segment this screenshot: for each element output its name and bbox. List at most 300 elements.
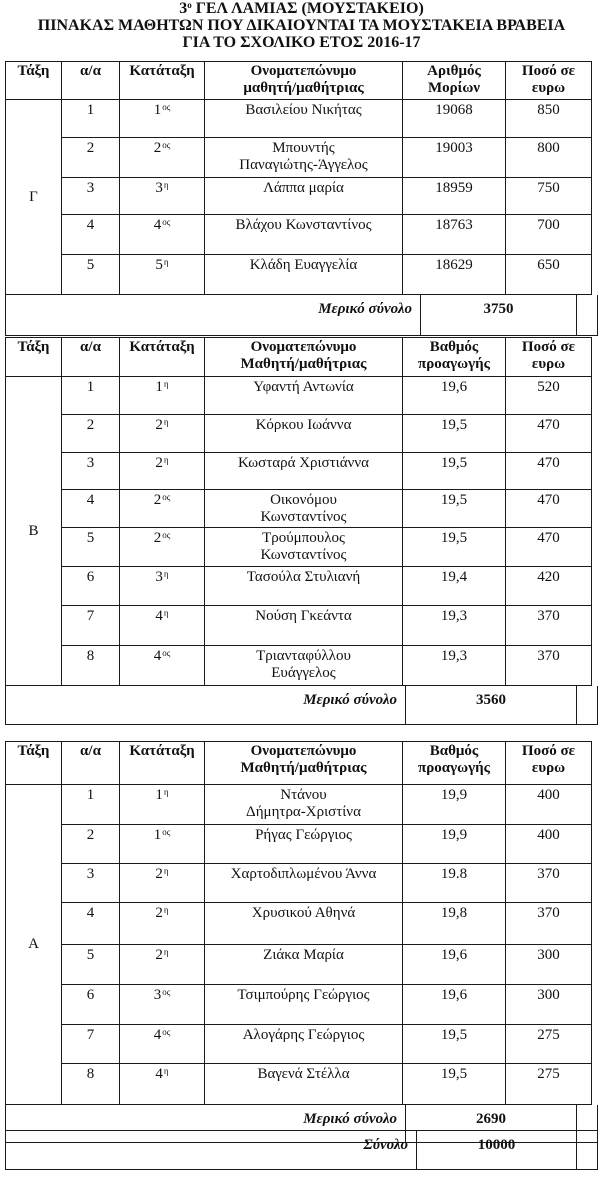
row-rank [120,490,205,528]
row-index-value: 2 [86,140,95,156]
rank-number: 4 [153,1027,162,1043]
subtotal-value-text: 3750 [483,301,514,317]
header-student-name [205,62,403,100]
amount-value: 800 [537,140,560,156]
amount-value: 470 [537,530,560,546]
header-rank-line: Κατάταξη [129,339,195,355]
row-score [403,377,506,415]
rank-number: 1 [153,102,162,118]
amount-value: 400 [537,787,560,803]
grand-total-label [6,1131,417,1170]
student-name-line: Αλογάρης Γεώργιος [242,1027,365,1043]
row-index [62,985,120,1025]
school-year: ΓΙΑ ΤΟ ΣΧΟΛΙΚΟ ΕΤΟΣ 2016-17 [182,34,421,51]
header-rank [120,742,205,785]
row-student-name [205,528,403,567]
rank-suffix: ος [162,648,171,658]
student-name-line: Βασιλείου Νικήτας [245,102,362,118]
rank-suffix: η [163,569,169,579]
score-value: 19,5 [440,530,468,546]
row-score [403,825,506,864]
row-amount [506,415,592,453]
score-value: 19003 [435,140,473,156]
rank-suffix: ος [162,102,171,112]
header-amount [506,742,592,785]
student-name-line: Ζιάκα Μαρία [263,947,344,963]
score-value: 18763 [435,217,473,233]
score-value: 18959 [435,180,473,196]
table-border [5,1130,6,1170]
rank-suffix: ος [162,530,171,540]
rank-suffix: ος [162,987,171,997]
score-value: 19,6 [440,379,468,395]
amount-value: 300 [537,947,560,963]
header-rank [120,62,205,100]
rank-suffix: η [163,866,169,876]
header-amount-line: Ποσό σε [521,339,576,355]
row-index [62,453,120,490]
row-student-name [205,453,403,490]
row-student-name [205,490,403,528]
score-value: 19,3 [440,648,468,664]
amount-value: 370 [537,905,560,921]
student-name-line: Χρυσικού Αθηνά [251,905,356,921]
row-index [62,864,120,903]
rank-number: 2 [155,905,163,921]
row-amount [506,215,592,255]
row-amount [506,453,592,490]
subtotal-filler [577,686,598,725]
grand-total-label-text: Σύνολο [363,1137,408,1153]
amount-value: 520 [537,379,560,395]
header-index [62,742,120,785]
grand-total-value [417,1131,577,1170]
row-amount [506,646,592,686]
score-value: 19,3 [440,608,468,624]
class-label: Α [6,785,62,1105]
row-index-value: 2 [86,417,95,433]
score-value: 19068 [435,102,473,118]
header-class [6,62,62,100]
row-score [403,903,506,945]
rank-number: 2 [153,140,162,156]
subtotal-value [406,686,577,725]
row-score [403,864,506,903]
row-index-value: 1 [86,787,95,803]
header-rank [120,338,205,377]
rank-number: 4 [153,648,162,664]
row-index [62,1064,120,1105]
row-index-value: 3 [86,866,95,882]
row-score [403,945,506,985]
row-amount [506,825,592,864]
header-index [62,338,120,377]
header-student-name [205,338,403,377]
row-rank [120,606,205,646]
row-amount [506,255,592,295]
row-score [403,528,506,567]
rank-suffix: ος [162,827,171,837]
header-student-name-line: Μαθητή/μαθήτριας [240,356,367,372]
row-score [403,490,506,528]
score-value: 19,9 [440,827,468,843]
student-name-line: Νούση Γκεάντα [255,608,352,624]
student-name-line: Τρούμπουλος [262,530,345,546]
rank-number: 5 [155,257,163,273]
row-index-value: 6 [86,987,95,1003]
student-name-line: Χαρτοδιπλωμένου Άννα [230,866,377,882]
row-student-name [205,646,403,686]
row-student-name [205,415,403,453]
score-value: 19,5 [440,1066,468,1082]
row-amount [506,606,592,646]
subtotal-value-text: 2690 [476,1111,506,1127]
row-index [62,415,120,453]
subtotal-value [421,295,577,336]
header-score [403,62,506,100]
header-index-line: α/α [80,743,101,759]
row-student-name [205,785,403,825]
row-index-value: 7 [86,608,95,624]
header-index-line: α/α [80,63,101,79]
school-number: 3 [179,0,188,17]
rank-number: 3 [155,180,163,196]
header-score-line: Βαθμός [429,339,479,355]
row-amount [506,985,592,1025]
header-score-line: προαγωγής [418,356,490,372]
row-rank [120,255,205,295]
amount-value: 470 [537,492,560,508]
row-index-value: 4 [86,217,95,233]
header-rank-line: Κατάταξη [129,743,195,759]
row-score [403,606,506,646]
row-student-name [205,377,403,415]
row-index [62,903,120,945]
row-score [403,1064,506,1105]
row-rank [120,178,205,215]
row-index [62,528,120,567]
row-score [403,415,506,453]
amount-value: 370 [537,648,560,664]
rank-number: 2 [155,417,163,433]
row-index-value: 4 [86,492,95,508]
row-index-value: 7 [86,1027,95,1043]
amount-value: 275 [537,1027,560,1043]
rank-number: 2 [155,866,163,882]
row-score [403,178,506,215]
amount-value: 470 [537,417,560,433]
subtotal-label-text: Μερικό σύνολο [303,1111,397,1127]
student-name-line: Οικονόμου [270,492,337,508]
rank-suffix: ος [162,1027,171,1037]
header-score-line: Μορίων [427,80,480,96]
rank-number: 4 [155,608,163,624]
row-score [403,453,506,490]
grand-total-value-text: 10000 [477,1137,516,1153]
score-value: 19,5 [440,492,468,508]
rank-number: 3 [153,987,162,1003]
header-score-line: Βαθμός [429,743,479,759]
row-rank [120,945,205,985]
row-index-value: 5 [86,530,95,546]
score-value: 19,6 [440,947,468,963]
table-border [5,741,6,1143]
row-score [403,1025,506,1064]
row-index [62,785,120,825]
row-index-value: 8 [86,648,95,664]
table-heading: ΠΙΝΑΚΑΣ ΜΑΘΗΤΩΝ ΠΟΥ ΔΙΚΑΙΟΥΝΤΑΙ ΤΑ ΜΟΥΣΤΑΚΕΙΑ ΒΡΑΒΕΙΑ [37,17,566,34]
student-name-line: Υφαντή Αντωνία [253,379,354,395]
grand-total-filler [577,1131,598,1170]
student-name-line: Βαγενά Στέλλα [257,1066,350,1082]
row-index [62,606,120,646]
rank-number: 2 [155,947,163,963]
row-score [403,138,506,178]
row-index-value: 2 [86,827,95,843]
row-index [62,490,120,528]
score-value: 19,8 [440,905,468,921]
header-amount-line: ευρω [531,356,566,372]
row-rank [120,785,205,825]
row-index [62,138,120,178]
rank-number: 4 [153,217,162,233]
amount-value: 470 [537,455,560,471]
score-value: 19.8 [440,866,468,882]
score-value: 18629 [435,257,473,273]
row-amount [506,178,592,215]
row-index [62,1025,120,1064]
subtotal-label [6,686,406,725]
row-index [62,215,120,255]
header-student-name-line: Ονοματεπώνυμο [250,339,357,355]
table-border [5,61,6,336]
row-amount [506,945,592,985]
rank-suffix: η [163,180,169,190]
student-name-line: Κωσταρά Χριστιάννα [237,455,369,471]
header-class-line: Τάξη [17,743,50,759]
rank-suffix: η [163,787,169,797]
row-index [62,178,120,215]
amount-value: 370 [537,608,560,624]
header-amount [506,338,592,377]
row-student-name [205,606,403,646]
row-score [403,215,506,255]
row-rank [120,1025,205,1064]
student-name-line: Ντάνου [280,787,327,803]
header-class [6,338,62,377]
rank-suffix: η [163,379,169,389]
row-amount [506,567,592,606]
row-student-name [205,825,403,864]
header-score-line: προαγωγής [418,760,490,776]
rank-suffix: η [163,257,169,267]
row-student-name [205,215,403,255]
header-amount-line: ευρω [531,80,566,96]
student-name-line: Κόρκου Ιωάννα [255,417,352,433]
ordinal-suffix: ο [187,0,192,10]
header-index-line: α/α [80,339,101,355]
student-name-line: Μπουντής [272,140,335,156]
subtotal-label-text: Μερικό σύνολο [318,301,412,317]
header-index [62,62,120,100]
row-score [403,567,506,606]
row-index [62,825,120,864]
score-value: 19,5 [440,455,468,471]
subtotal-label [6,295,421,336]
row-index [62,255,120,295]
rank-suffix: η [163,417,169,427]
row-rank [120,453,205,490]
header-student-name [205,742,403,785]
row-amount [506,785,592,825]
row-index-value: 1 [86,379,95,395]
row-index [62,646,120,686]
row-index-value: 5 [86,257,95,273]
header-student-name-line: Ονοματεπώνυμο [250,63,357,79]
row-student-name [205,178,403,215]
subtotal-label-text: Μερικό σύνολο [303,692,397,708]
rank-suffix: η [163,1066,169,1076]
student-name-line: Δήμητρα-Χριστίνα [246,804,361,820]
header-score [403,338,506,377]
student-name-line: Κωνσταντίνος [260,547,347,563]
class-label: Β [6,377,62,686]
rank-suffix: ος [162,492,171,502]
student-name-line: Τσιμπούρης Γεώργιος [237,987,370,1003]
row-score [403,646,506,686]
row-rank [120,567,205,606]
row-student-name [205,100,403,138]
row-index-value: 5 [86,947,95,963]
header-amount-line: ευρω [531,760,566,776]
row-index-value: 8 [86,1066,95,1082]
row-amount [506,1064,592,1105]
rank-suffix: η [163,608,169,618]
header-amount-line: Ποσό σε [521,743,576,759]
table-border [5,337,6,725]
rank-number: 2 [153,492,162,508]
student-name-line: Παναγιώτης-Άγγελος [239,157,368,173]
header-amount [506,62,592,100]
subtotal-value-text: 3560 [476,692,506,708]
row-rank [120,864,205,903]
rank-number: 1 [155,787,163,803]
row-amount [506,1025,592,1064]
row-student-name [205,1025,403,1064]
student-name-line: Λάππα μαρία [263,180,344,196]
row-rank [120,646,205,686]
rank-suffix: ος [162,217,171,227]
rank-number: 2 [155,455,163,471]
amount-value: 300 [537,987,560,1003]
row-index-value: 4 [86,905,95,921]
row-student-name [205,255,403,295]
student-name-line: Κωνσταντίνος [260,509,347,525]
student-name-line: Βλάχου Κωνσταντίνος [235,217,372,233]
rank-suffix: η [163,455,169,465]
rank-number: 2 [153,530,162,546]
header-score-line: Αριθμός [427,63,481,79]
rank-suffix: η [163,905,169,915]
amount-value: 700 [537,217,560,233]
rank-number: 1 [155,379,163,395]
row-rank [120,1064,205,1105]
subtotal-filler [577,295,598,336]
header-class-line: Τάξη [17,339,50,355]
header-class [6,742,62,785]
amount-value: 400 [537,827,560,843]
row-rank [120,377,205,415]
row-rank [120,100,205,138]
score-value: 19,9 [440,787,468,803]
row-score [403,255,506,295]
row-rank [120,138,205,178]
rank-number: 3 [155,569,163,585]
row-amount [506,138,592,178]
school-name-text: ΓΕΛ ΛΑΜΙΑΣ (ΜΟΥΣΤΑΚΕΙΟ) [191,0,424,17]
row-student-name [205,567,403,606]
row-student-name [205,985,403,1025]
amount-value: 370 [537,866,560,882]
amount-value: 275 [537,1066,560,1082]
row-amount [506,490,592,528]
row-index [62,945,120,985]
row-index [62,567,120,606]
row-amount [506,100,592,138]
row-student-name [205,138,403,178]
row-student-name [205,945,403,985]
row-index-value: 3 [86,180,95,196]
row-rank [120,985,205,1025]
row-student-name [205,903,403,945]
rank-number: 4 [155,1066,163,1082]
header-student-name-line: Μαθητή/μαθήτριας [240,760,367,776]
row-student-name [205,864,403,903]
row-rank [120,215,205,255]
header-class-line: Τάξη [17,63,50,79]
student-name-line: Κλάδη Ευαγγελία [249,257,358,273]
student-name-line: Τριανταφύλλου [256,648,351,664]
row-index-value: 1 [86,102,95,118]
row-index-value: 6 [86,569,95,585]
row-score [403,985,506,1025]
header-amount-line: Ποσό σε [521,63,576,79]
amount-value: 850 [537,102,560,118]
amount-value: 750 [537,180,560,196]
rank-suffix: ος [162,140,171,150]
header-rank-line: Κατάταξη [129,63,195,79]
score-value: 19,5 [440,1027,468,1043]
row-index [62,377,120,415]
row-amount [506,377,592,415]
score-value: 19,6 [440,987,468,1003]
amount-value: 420 [537,569,560,585]
row-student-name [205,1064,403,1105]
row-amount [506,903,592,945]
header-student-name-line: Ονοματεπώνυμο [250,743,357,759]
header-score [403,742,506,785]
score-value: 19,5 [440,417,468,433]
score-value: 19,4 [440,569,468,585]
header-student-name-line: μαθητή/μαθήτριας [243,80,364,96]
row-rank [120,825,205,864]
row-rank [120,415,205,453]
student-name-line: Ευάγγελος [271,665,336,681]
student-name-line: Τασούλα Στυλιανή [246,569,361,585]
rank-number: 1 [153,827,162,843]
class-label: Γ [6,100,62,295]
row-rank [120,903,205,945]
